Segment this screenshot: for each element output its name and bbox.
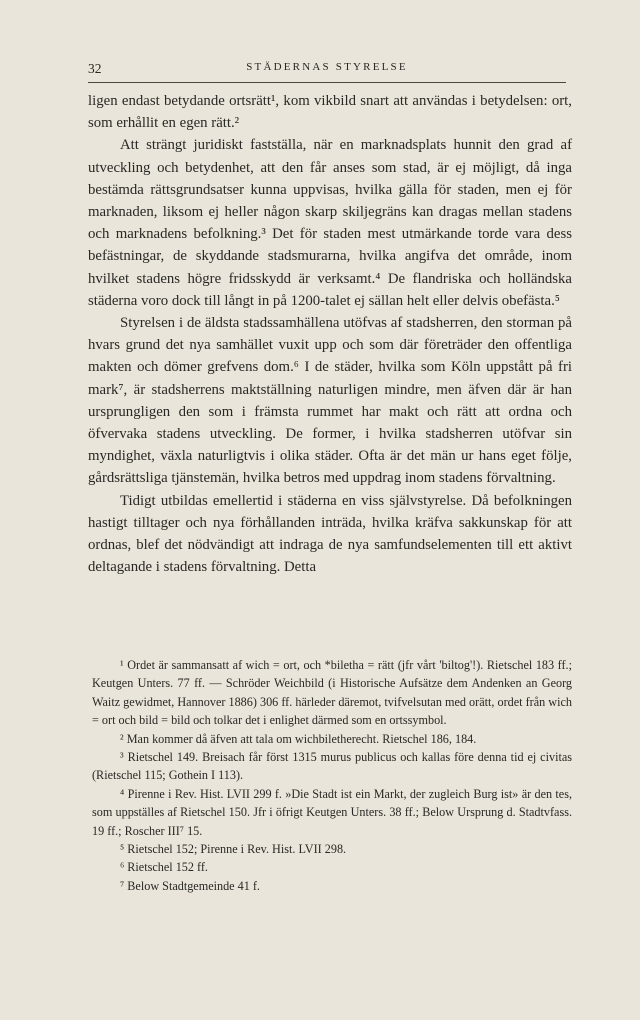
running-head xyxy=(88,60,566,80)
footnote-5: ⁵ Rietschel 152; Pirenne i Rev. Hist. LVII 298. xyxy=(120,842,347,857)
header-rule xyxy=(88,82,566,83)
footnote-2: ² Man kommer då äfven att tala om wichbiletherecht. Rietschel 186, 184. xyxy=(120,731,477,746)
paragraph-3: Styrelsen i de äldsta stadssamhällena utöfvas af stadsherren, den storman på hvars grund det nya samhället vuxit upp och som där företräder den offentliga makten och dömer grefvens dom.⁶ I de städer, hvilka som Köln uppstått på fri mark⁷, är stadsherrens maktställning naturligen mindre, men äfven där är han ursprungligen den som i främsta rummet har makt och rätt att ordna och öfvervaka stadens utveckling. De former, i hvilka stadsherren utöfvar sin myndighet, växla naturligtvis i olika städer. Ofta är det män ur hans eget följe, gårdsrättsliga tjänstemän, hvilka betros med uppdrag inom stadens förvaltning. xyxy=(88,315,572,487)
page-number: 32 xyxy=(88,61,102,76)
paragraph-2: Att strängt juridiskt fastställa, när en marknadsplats hunnit den grad af utveckling och betydenhet, att den får anses som stad, är ej möjligt, då inga bestämda rättsgrundsatser kunna uppvisas, hvilka gälla för staden, men ej för marknaden, liksom ej heller någon skarp skiljegräns kan dragas mellan stadens och marknadens befolkning.³ Det för staden mest utmärkande torde vara dess befästningar, de skyddande stadsmurarna, hvilka angifva det område, inom hvilket stadens högre fridsskydd är verksamt.⁴ De flandriska och holländska städerna voro dock till långt in på 1200-talet ej sällan helt eller delvis obefästa.⁵ xyxy=(88,137,572,309)
footnote-1: ¹ Ordet är sammansatt af wich = ort, och *biletha = rätt (jfr vårt 'biltog'!). Rietschel 183 ff.; Keutgen Unters. 77 ff. — Schröder Weichbild (i Historische Aufsätze dem Andenken an Georg Waitz gewidmet, Hannover 1886) 306 ff. härleder däremot, tvifvelsutan med orätt, ordet från wich = ort och bild = bild och tolkar det i enlighet därmed som en ortssymbol. xyxy=(92,658,572,728)
footnote-4: ⁴ Pirenne i Rev. Hist. LVII 299 f. »Die Stadt ist ein Markt, der zugleich Burg ist» är den tes, som uppställes af Rietschel 150. Jfr i öfrigt Keutgen Unters. 38 ff.; Below Ursprung d. Stadtvfass. 19 ff.; Roscher III⁷ 15. xyxy=(92,786,572,838)
main-text xyxy=(88,90,572,578)
footnote-6: ⁶ Rietschel 152 ff. xyxy=(120,860,208,875)
footnotes xyxy=(92,656,572,895)
paragraph-1: ligen endast betydande ortsrätt¹, kom vikbild snart att användas i betydelsen: ort, som erhållit en egen rätt.² xyxy=(88,93,572,132)
footnote-7: ⁷ Below Stadtgemeinde 41 f. xyxy=(120,878,260,893)
paragraph-4: Tidigt utbildas emellertid i städerna en viss självstyrelse. Då befolkningen hastigt tilltager och nya förhållanden inträda, hvilka kräfva sakkunskap för att ordnas, blef det nödvändigt att indraga de nya samfundselementen till ett aktivt deltagande i stadens förvaltning. Detta xyxy=(88,492,572,576)
footnote-3: ³ Rietschel 149. Breisach får först 1315 murus publicus och kallas före denna tid ej civitas (Rietschel 115; Gothein I 113). xyxy=(92,750,572,783)
running-title: STÄDERNAS STYRELSE xyxy=(246,61,408,73)
